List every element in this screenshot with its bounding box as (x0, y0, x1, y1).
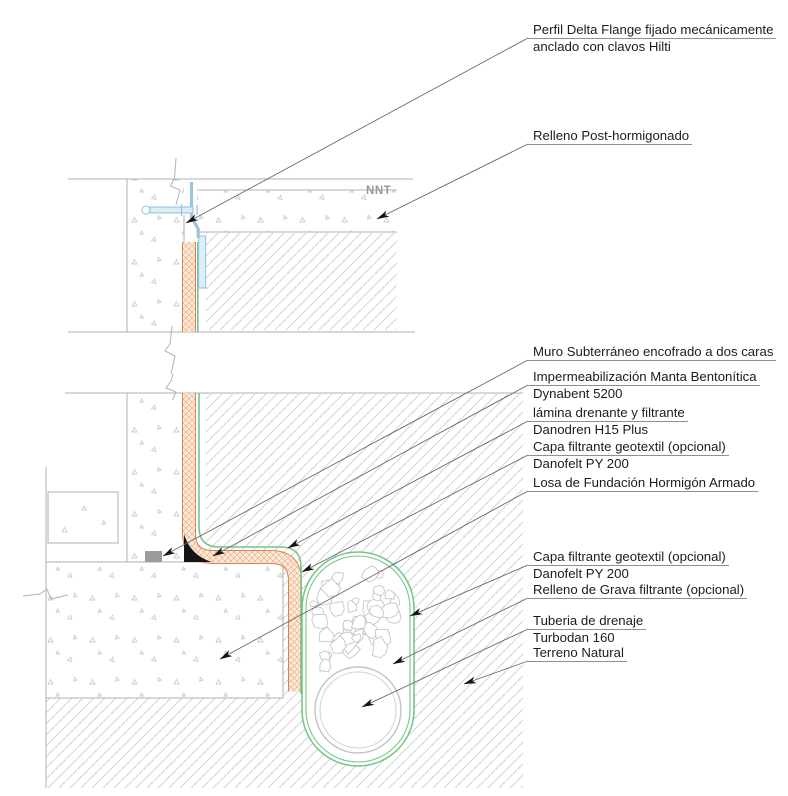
label-text: Perfil Delta Flange fijado mecánicamente (528, 22, 776, 39)
level-marker-nnt: NNT (366, 185, 392, 197)
basement-wall-lower (127, 393, 184, 562)
hilti-nail-shaft (150, 207, 193, 213)
label-gravel-fill (533, 582, 747, 599)
label-natural-terrain (533, 645, 627, 662)
label-text: Danofelt PY 200 (533, 456, 629, 471)
foundation-slab (46, 562, 283, 698)
label-text: Muro Subterráneo encofrado a dos caras (528, 344, 776, 361)
label-text: Danofelt PY 200 (533, 566, 629, 581)
label-text: Danodren H15 Plus (533, 422, 649, 437)
gravel-stone (312, 614, 328, 629)
drain-pipe-outer (315, 667, 401, 753)
label-delta-flange (533, 22, 776, 55)
label-subterranean-wall (533, 344, 776, 361)
label-text: Dynabent 5200 (533, 386, 623, 401)
basement-wall-upper (127, 179, 184, 332)
label-drain-pipe (533, 613, 646, 646)
label-bentonite-membrane (533, 369, 760, 402)
label-text: Capa filtrante geotextil (opcional) (528, 439, 729, 456)
label-text: Relleno de Grava filtrante (opcional) (528, 582, 747, 599)
label-text: Impermeabilización Manta Bentonítica (528, 369, 760, 386)
label-drainage-sheet (533, 405, 688, 438)
label-post-concrete-fill (533, 128, 692, 145)
gravel-stone (330, 601, 345, 616)
label-text: Tuberia de drenaje (528, 613, 646, 630)
label-foundation-slab (533, 475, 758, 492)
label-text: Losa de Fundación Hormigón Armado (528, 475, 758, 492)
label-text: Turbodan 160 (533, 630, 615, 645)
label-text: Capa filtrante geotextil (opcional) (528, 549, 729, 566)
leader-line (377, 144, 528, 219)
hilti-nail-head (142, 206, 150, 214)
waterstop-block (145, 551, 162, 562)
danodren-sheet (199, 236, 206, 288)
label-geotextile-filter-1 (533, 439, 729, 472)
label-geotextile-filter-2 (533, 549, 729, 582)
label-text: Relleno Post-hormigonado (528, 128, 692, 145)
label-text: Terreno Natural (528, 645, 627, 662)
label-text: lámina drenante y filtrante (528, 405, 688, 422)
label-text: anclado con clavos Hilti (533, 39, 671, 54)
